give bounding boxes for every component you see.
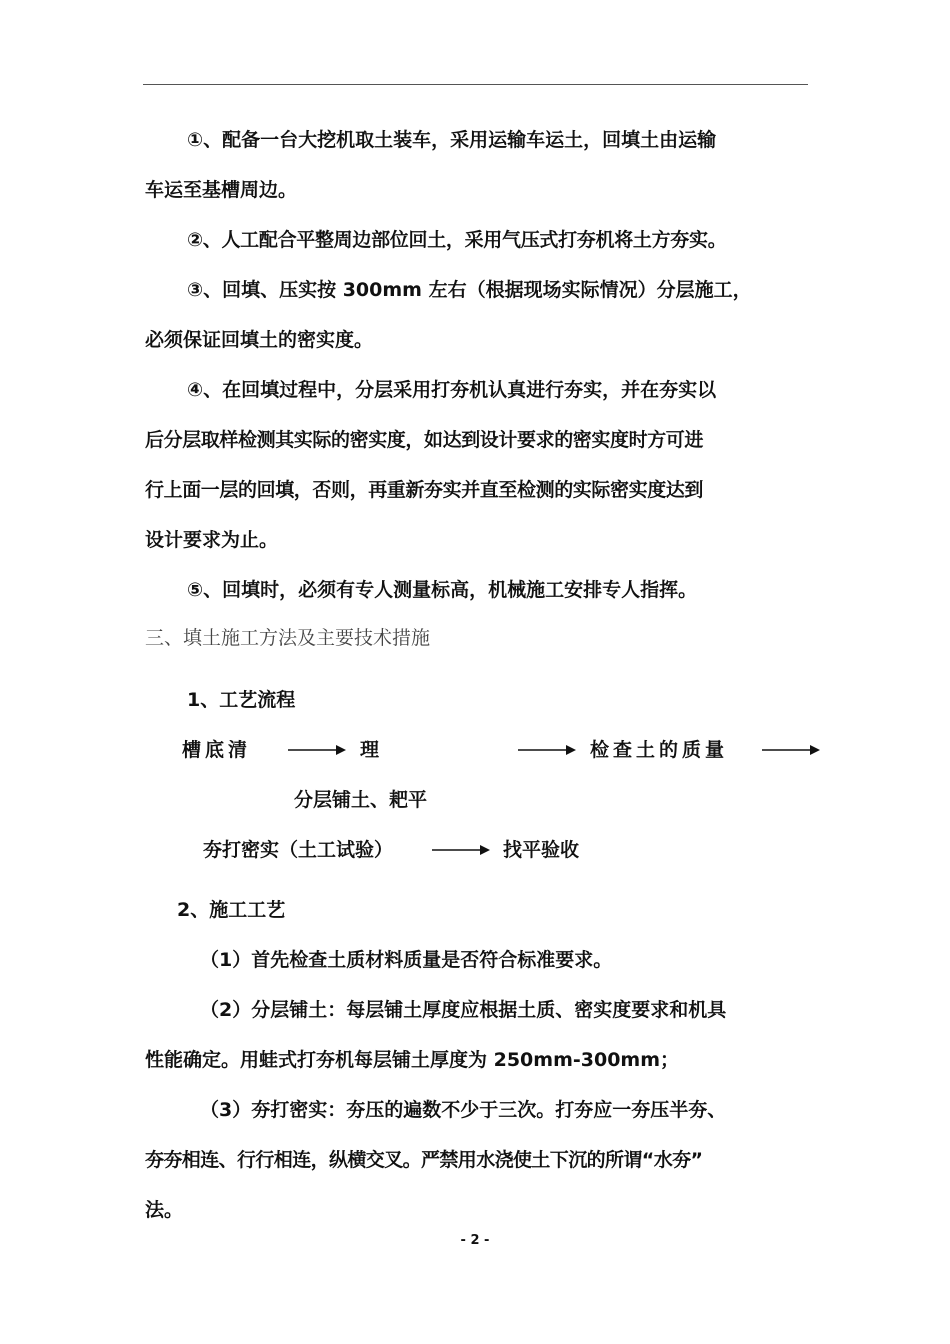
flow-arrow-1 (288, 743, 346, 757)
paragraph-3-line-1: ③、回填、压实按 300mm 左右（根据现场实际情况）分层施工， (187, 279, 752, 301)
flow-step-5: 夯打密实（土工试验） (203, 839, 394, 861)
header-rule (143, 84, 808, 85)
paragraph-4-line-3: 行上面一层的回填，否则，再重新夯实并直至检测的实际密实度达到 (145, 479, 704, 501)
process-item-2-line-1: （2）分层铺土：每层铺土厚度应根据土质、密实度要求和机具 (200, 999, 727, 1021)
flow-step-1: 槽底清 (182, 739, 252, 761)
section-heading: 三、填土施工方法及主要技术措施 (145, 627, 431, 649)
paragraph-1-line-2: 车运至基槽周边。 (145, 179, 298, 201)
flow-arrow-2 (518, 743, 576, 757)
paragraph-3-line-2: 必须保证回填土的密实度。 (145, 329, 374, 351)
paragraph-4-line-4: 设计要求为止。 (145, 529, 279, 551)
paragraph-4-line-1: ④、在回填过程中，分层采用打夯机认真进行夯实，并在夯实以 (187, 379, 717, 401)
paragraph-2-line-1: ②、人工配合平整周边部位回土，采用气压式打夯机将土方夯实。 (187, 229, 727, 251)
subsection-2-title: 2、施工工艺 (177, 899, 286, 921)
paragraph-1-line-1: ①、配备一台大挖机取土装车，采用运输车运土，回填土由运输 (187, 129, 717, 151)
flow-step-4: 分层铺土、耙平 (294, 789, 428, 811)
flow-arrow-3 (762, 743, 820, 757)
page-number: - 2 - (460, 1233, 490, 1248)
flow-arrow-4 (432, 843, 490, 857)
paragraph-4-line-2: 后分层取样检测其实际的密实度，如达到设计要求的密实度时方可进 (145, 429, 704, 451)
process-item-3-line-1: （3）夯打密实：夯压的遍数不少于三次。打夯应一夯压半夯、 (200, 1099, 727, 1121)
flow-step-2: 理 (360, 739, 384, 761)
process-item-3-line-3: 法。 (145, 1199, 184, 1221)
process-item-2-line-2: 性能确定。用蛙式打夯机每层铺土厚度为 250mm-300mm； (145, 1049, 680, 1071)
flow-step-3: 检查土的质量 (590, 739, 729, 761)
flow-step-6: 找平验收 (503, 839, 580, 861)
process-item-1: （1）首先检查土质材料质量是否符合标准要求。 (200, 949, 613, 971)
paragraph-5-line-1: ⑤、回填时，必须有专人测量标高，机械施工安排专人指挥。 (187, 579, 698, 601)
subsection-1-title: 1、工艺流程 (187, 689, 296, 711)
process-item-3-line-2: 夯夯相连、行行相连，纵横交叉。严禁用水浇使土下沉的所谓“水夯” (145, 1149, 703, 1171)
